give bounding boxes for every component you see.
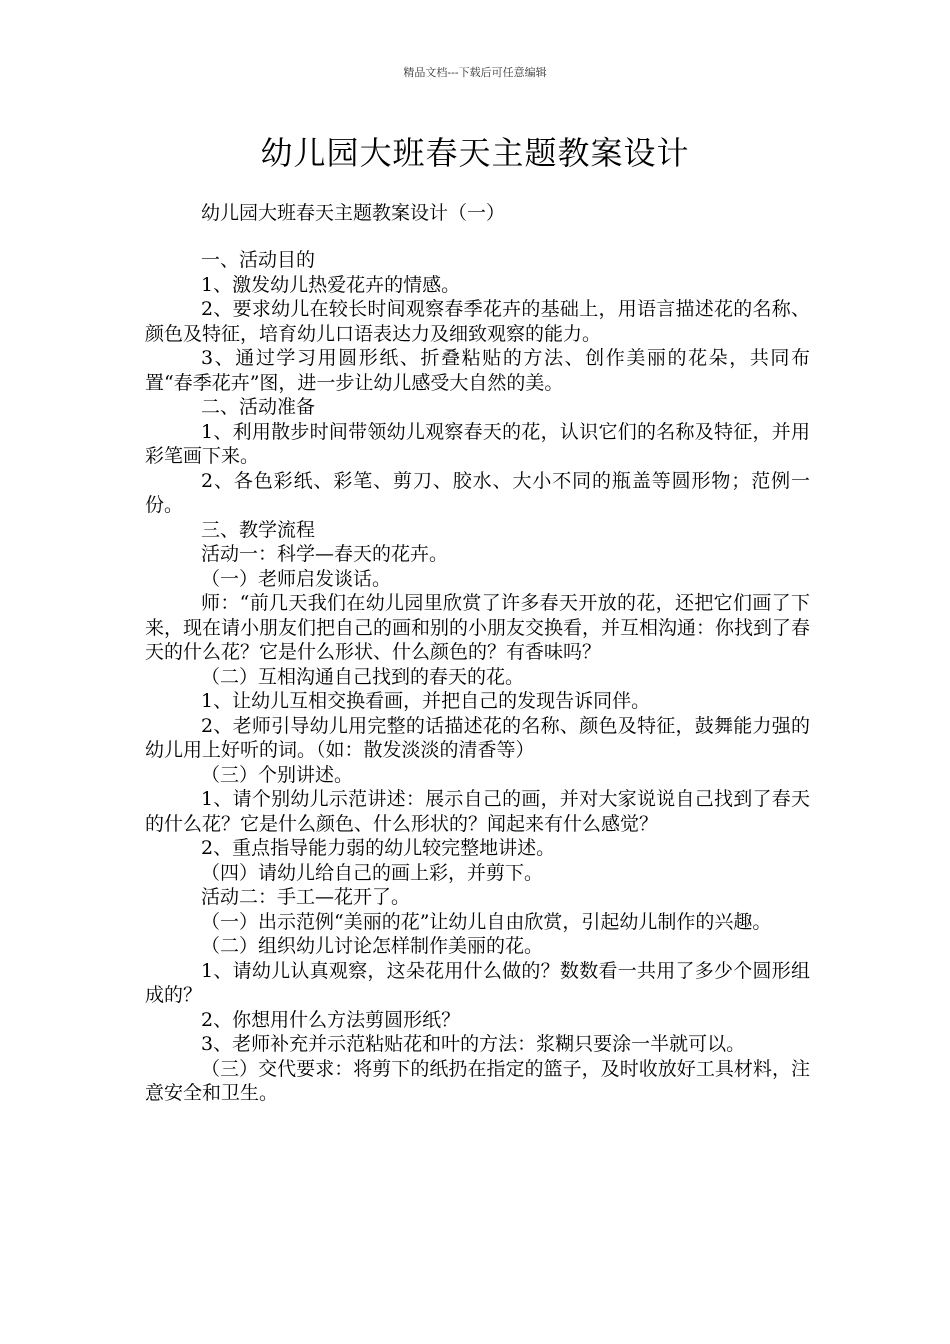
paragraph: （一）老师启发谈话。 xyxy=(201,567,392,590)
paragraph: 师：“前几天我们在幼儿园里欣赏了许多春天开放的花，还把它们画了下来，现在请小朋友们把自己的画和别的小朋友交换看，并互相沟通：你找到了春天的什么花？它是什么形状、什么颜色的？有香味吗？ xyxy=(145,592,811,663)
paragraph: 2、重点指导能力弱的幼儿较完整地讲述。 xyxy=(201,837,556,859)
paragraph: 3、通过学习用圆形纸、折叠粘贴的方法、创作美丽的花朵，共同布置“春季花卉”图，进一步让幼儿感受大自然的美。 xyxy=(145,347,810,394)
paragraph: （二）互相沟通自己找到的春天的花。 xyxy=(201,665,525,688)
paragraph: （三）交代要求：将剪下的纸扔在指定的篮子，及时收放好工具材料，注意安全和卫生。 xyxy=(145,1057,810,1104)
paragraph: （一）出示范例“美丽的花”让幼儿自由欣赏，引起幼儿制作的兴趣。 xyxy=(201,910,772,933)
header-note: 精品文档---下载后可任意编辑 xyxy=(403,66,547,79)
paragraph: 2、各色彩纸、彩笔、剪刀、胶水、大小不同的瓶盖等圆形物；范例一份。 xyxy=(145,469,810,516)
paragraph: 1、利用散步时间带领幼儿观察春天的花，认识它们的名称及特征，并用彩笔画下来。 xyxy=(145,420,810,467)
paragraph: 1、请幼儿认真观察，这朵花用什么做的？数数看一共用了多少个圆形组成的？ xyxy=(145,959,810,1006)
paragraph: 3、老师补充并示范粘贴花和叶的方法：浆糊只要涂一半就可以。 xyxy=(201,1033,746,1055)
paragraph: 一、活动目的 xyxy=(201,249,316,271)
paragraph: 活动二：手工—花开了。 xyxy=(201,886,411,908)
paragraph: 二、活动准备 xyxy=(201,396,316,418)
section-subtitle: 幼儿园大班春天主题教案设计（一） xyxy=(201,202,506,224)
paragraph: 2、老师引导幼儿用完整的话描述花的名称、颜色及特征，鼓舞能力强的幼儿用上好听的词。（如：散发淡淡的清香等） xyxy=(145,714,810,761)
paragraph: 三、教学流程 xyxy=(201,518,316,541)
paragraph: 1、激发幼儿热爱花卉的情感。 xyxy=(201,273,461,296)
document-title: 幼儿园大班春天主题教案设计 xyxy=(260,134,690,172)
paragraph: 活动一：科学—春天的花卉。 xyxy=(201,543,449,565)
paragraph: 2、你想用什么方法剪圆形纸？ xyxy=(201,1008,461,1031)
paragraph: 1、让幼儿互相交换看画，并把自己的发现告诉同伴。 xyxy=(201,690,651,712)
paragraph: （二）组织幼儿讨论怎样制作美丽的花。 xyxy=(201,935,544,957)
paragraph: （四）请幼儿给自己的画上彩，并剪下。 xyxy=(201,861,544,884)
paragraph: 1、请个别幼儿示范讲述：展示自己的画，并对大家说说自己找到了春天的什么花？它是什么颜色、什么形状的？闻起来有什么感觉？ xyxy=(145,788,810,835)
paragraph: （三）个别讲述。 xyxy=(201,763,354,786)
paragraph: 2、要求幼儿在较长时间观察春季花卉的基础上，用语言描述花的名称、颜色及特征，培育幼儿口语表达力及细致观察的能力。 xyxy=(145,298,810,345)
body-text xyxy=(145,248,810,1106)
